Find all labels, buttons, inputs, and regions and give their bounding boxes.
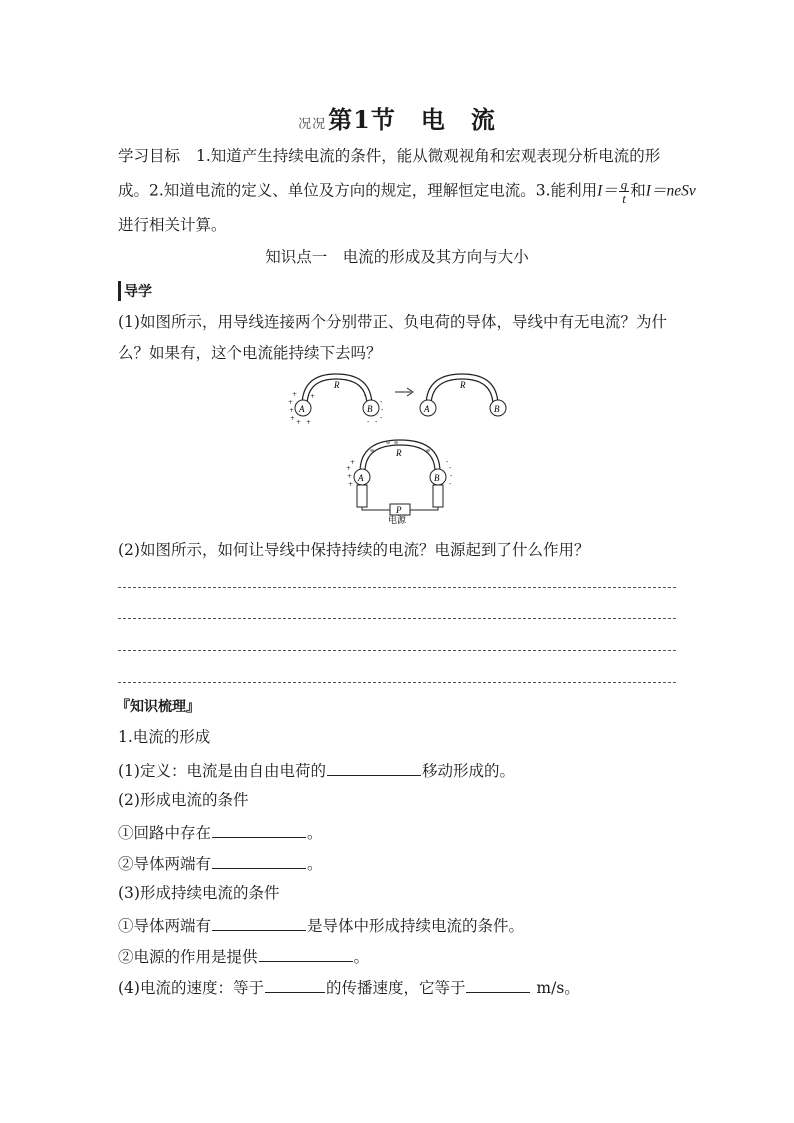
label-r-right: R	[460, 380, 466, 390]
heading-formation: 1.电流的形成	[118, 728, 211, 746]
formula-i: I	[597, 182, 603, 200]
svg-text:+: +	[346, 465, 352, 472]
continuous-condition-1: ①导体两端有 是导体中形成持续电流的条件。	[118, 914, 524, 936]
objectives-text2: 成。2.知道电流的定义、单位及方向的规定，理解恒定电流。3.能利用	[118, 181, 598, 200]
svg-text:-: -	[364, 392, 367, 400]
blank-condition-1[interactable]	[212, 821, 306, 838]
svg-text:⊖: ⊖	[386, 440, 391, 446]
svg-text:⊖: ⊖	[370, 448, 375, 454]
formula-nesv: I＝neSv	[645, 182, 696, 200]
lower-conductor-right	[433, 485, 443, 507]
svg-text:+: +	[290, 415, 296, 422]
svg-text:-: -	[367, 418, 370, 426]
objectives-line3: 进行相关计算。	[118, 216, 227, 234]
arrow-icon	[395, 388, 413, 396]
answer-line-1[interactable]	[118, 587, 676, 588]
objectives-label: 学习目标	[118, 147, 181, 165]
conditions-title: (2)形成电流的条件	[118, 791, 249, 809]
label-p: P	[396, 505, 402, 515]
title-prefix: 况况	[298, 117, 327, 132]
answer-line-4[interactable]	[118, 682, 676, 683]
svg-text:-: -	[446, 458, 449, 466]
svg-text:+: +	[348, 481, 354, 488]
guide-badge: 导学	[118, 281, 152, 301]
svg-text:-: -	[380, 414, 383, 422]
condition-2: ②导体两端有 。	[118, 852, 323, 874]
label-b-left: B	[367, 404, 373, 414]
definition-line: (1)定义：电流是由自由电荷的 移动形成的。	[118, 759, 515, 781]
continuous-title: (3)形成持续电流的条件	[118, 884, 280, 902]
svg-text:⊖: ⊖	[426, 448, 431, 454]
objectives-line1	[118, 146, 660, 166]
label-b: B	[434, 473, 440, 483]
svg-text:-: -	[381, 406, 384, 414]
plus-signs-2	[346, 459, 355, 488]
power-source-label: 电源	[388, 516, 407, 524]
answer-line-3[interactable]	[118, 650, 676, 651]
svg-text:⊖: ⊖	[394, 440, 399, 446]
label-a-left: A	[299, 404, 305, 414]
question-1-line2: 么？如果有，这个电流能持续下去吗？	[118, 344, 382, 362]
figure-circuit-with-source	[340, 434, 460, 524]
blank-speed-1[interactable]	[265, 976, 325, 993]
page-title	[0, 100, 794, 135]
svg-text:-: -	[449, 464, 452, 472]
knowledge-badge: 『知识梳理』	[116, 699, 200, 715]
formula-fraction: $\frac{q}{t}$	[620, 177, 628, 206]
question-2: (2)如图所示，如何让导线中保持持续的电流？电源起到了什么作用？	[118, 541, 590, 559]
label-r: R	[396, 448, 402, 458]
svg-text:+: +	[296, 419, 302, 426]
svg-text:+: +	[306, 419, 312, 426]
blank-continuous-1[interactable]	[212, 914, 306, 931]
question-1-line1: (1)如图所示，用导线连接两个分别带正、负电荷的导体，导线中有无电流？为什	[118, 313, 667, 331]
svg-text:+: +	[310, 393, 316, 400]
minus-signs-2	[446, 458, 453, 488]
label-r-left: R	[334, 380, 340, 390]
label-b-right: B	[494, 404, 500, 414]
answer-line-2[interactable]	[118, 618, 676, 619]
svg-text:-: -	[375, 418, 378, 426]
condition-1: ①回路中存在 。	[118, 821, 323, 843]
objectives-text1: 1.知道产生持续电流的条件，能从微观视角和宏观表现分析电流的形	[196, 147, 661, 165]
speed-line: (4)电流的速度：等于 的传播速度，它等于 m/s。	[118, 976, 580, 998]
svg-text:+: +	[347, 473, 353, 480]
blank-speed-2[interactable]	[466, 976, 530, 993]
section-title: 知识点一 电流的形成及其方向与大小	[265, 248, 529, 266]
objectives-line2: 成。2.知道电流的定义、单位及方向的规定，理解恒定电流。3.能利用I＝ $\frac{q}{t}$ 和I＝neSv	[118, 177, 696, 206]
title-text: 第1节 电 流	[328, 105, 496, 134]
continuous-condition-2: ②电源的作用是提供 。	[118, 945, 369, 967]
label-a: A	[358, 473, 364, 483]
svg-text:-: -	[449, 480, 452, 488]
svg-text:-: -	[380, 398, 383, 406]
svg-text:+: +	[288, 399, 294, 406]
svg-text:-: -	[450, 472, 453, 480]
svg-text:+: +	[289, 407, 295, 414]
figure-charged-conductors	[280, 366, 520, 428]
label-a-right: A	[424, 404, 430, 414]
blank-definition[interactable]	[327, 759, 421, 776]
objectives-and: 和	[630, 181, 646, 200]
svg-text:+: +	[350, 459, 356, 466]
blank-condition-2[interactable]	[212, 852, 306, 869]
blank-continuous-2[interactable]	[259, 945, 353, 962]
lower-conductor-left	[357, 485, 367, 507]
svg-text:+: +	[292, 391, 298, 398]
